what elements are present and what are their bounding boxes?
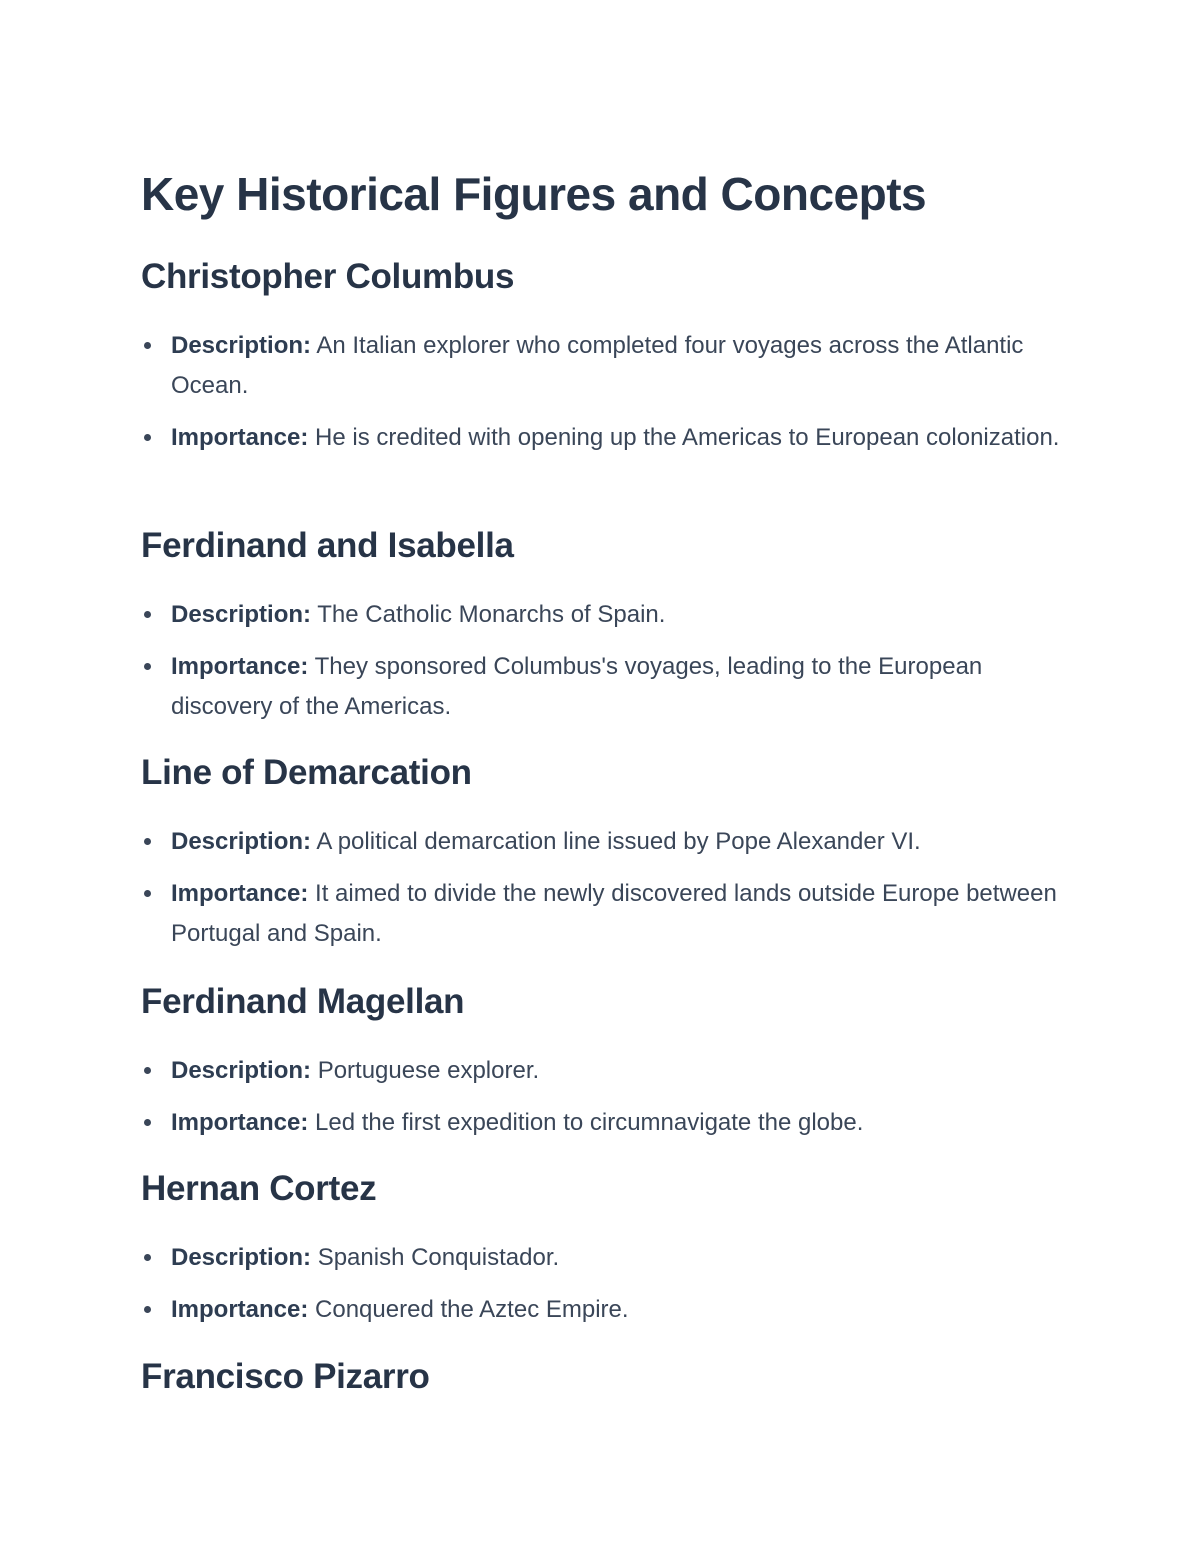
section-francisco-pizarro [141, 1355, 1061, 1399]
bullet-dot-icon [144, 890, 151, 897]
item-text: An Italian explorer who completed four voyages across the Atlantic Ocean. [171, 332, 1024, 399]
section-heading: Christopher Columbus [141, 257, 515, 296]
item-text: He is credited with opening up the Americas to European colonization. [315, 424, 1060, 451]
item-text: Portuguese explorer. [317, 1057, 540, 1084]
bullet-list [141, 1238, 1061, 1330]
section-line-of-demarcation [141, 751, 1061, 954]
list-item-description [141, 326, 1061, 406]
bullet-dot-icon [144, 1067, 151, 1074]
item-label: Importance: [171, 424, 309, 451]
page-title: Key Historical Figures and Concepts [141, 168, 927, 220]
item-text: They sponsored Columbus's voyages, leading to the European discovery of the Americas. [171, 653, 983, 720]
bullet-dot-icon [144, 838, 151, 845]
bullet-dot-icon [144, 663, 151, 670]
item-label: Importance: [171, 653, 309, 680]
bullet-list [141, 595, 1061, 727]
item-label: Description: [171, 828, 312, 855]
section-heading: Line of Demarcation [141, 753, 472, 792]
item-label: Importance: [171, 1296, 309, 1323]
item-text: A political demarcation line issued by Pope Alexander VI. [316, 828, 921, 855]
list-item-description [141, 1051, 1061, 1091]
list-item-importance [141, 647, 1061, 727]
section-ferdinand-and-isabella [141, 524, 1061, 727]
bullet-dot-icon [144, 434, 151, 441]
bullet-list [141, 822, 1061, 954]
item-label: Importance: [171, 1109, 309, 1136]
bullet-dot-icon [144, 1254, 151, 1261]
bullet-list [141, 326, 1061, 458]
list-item-description [141, 1238, 1061, 1278]
list-item-description [141, 822, 1061, 862]
list-item-importance [141, 418, 1061, 458]
list-item-description [141, 595, 1061, 635]
item-text: Led the first expedition to circumnavigate the globe. [315, 1109, 864, 1136]
section-christopher-columbus [141, 255, 1061, 458]
section-ferdinand-magellan [141, 980, 1061, 1143]
bullet-list [141, 1051, 1061, 1143]
list-item-importance [141, 1290, 1061, 1330]
bullet-dot-icon [144, 1119, 151, 1126]
bullet-dot-icon [144, 611, 151, 618]
item-label: Description: [171, 332, 312, 359]
list-item-importance [141, 874, 1061, 954]
item-text: Spanish Conquistador. [317, 1244, 560, 1271]
section-heading: Hernan Cortez [141, 1169, 377, 1208]
bullet-dot-icon [144, 342, 151, 349]
item-label: Description: [171, 1057, 312, 1084]
section-heading: Ferdinand Magellan [141, 982, 465, 1021]
bullet-dot-icon [144, 1306, 151, 1313]
item-text: Conquered the Aztec Empire. [315, 1296, 629, 1323]
section-heading: Ferdinand and Isabella [141, 526, 514, 565]
section-heading: Francisco Pizarro [141, 1357, 430, 1396]
item-text: The Catholic Monarchs of Spain. [317, 601, 666, 628]
list-item-importance [141, 1103, 1061, 1143]
item-text: It aimed to divide the newly discovered lands outside Europe between Portugal and Spain. [171, 880, 1057, 947]
item-label: Description: [171, 601, 312, 628]
item-label: Description: [171, 1244, 312, 1271]
section-hernan-cortez [141, 1167, 1061, 1330]
item-label: Importance: [171, 880, 309, 907]
